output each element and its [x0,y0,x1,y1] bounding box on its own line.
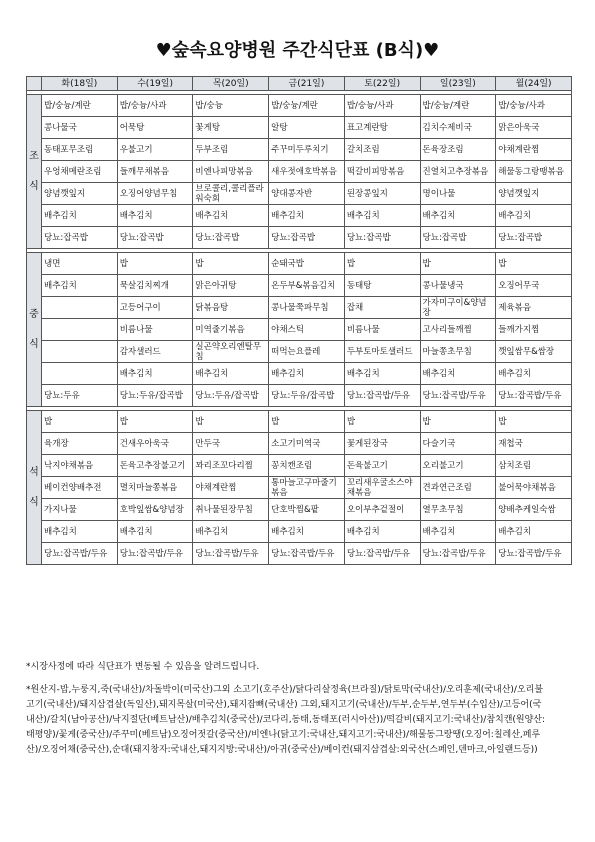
menu-cell: 양념깻잎지 [496,183,572,205]
meal-label [27,253,42,407]
menu-cell: 당뇨:두유 [42,385,118,407]
menu-cell: 야채스틱 [269,319,345,341]
menu-row [27,161,572,183]
menu-cell: 감자샐러드 [117,341,193,363]
menu-cell: 우엉채메란조림 [42,161,118,183]
menu-cell: 밥 [496,253,572,275]
day-header-row [27,77,572,91]
menu-cell: 당뇨:두유/잡곡밥 [193,385,269,407]
menu-cell: 육개장 [42,433,118,455]
menu-row [27,477,572,499]
menu-cell: 주꾸미두루치기 [269,139,345,161]
menu-cell: 배추김치 [42,275,118,297]
menu-row [27,297,572,319]
menu-cell: 진열치고추장볶음 [420,161,496,183]
meal-label-char: 식 [29,338,39,350]
menu-cell: 배추김치 [420,205,496,227]
menu-cell: 밥/숭늉/사과 [496,95,572,117]
menu-cell: 두부조림 [193,139,269,161]
menu-cell: 고사리들깨찜 [420,319,496,341]
menu-row [27,205,572,227]
menu-cell: 배추김치 [42,205,118,227]
day-header-sat: 토(22일) [344,77,420,91]
meal-label-char: 식 [29,180,39,192]
menu-cell [42,341,118,363]
menu-cell: 당뇨:잡곡밥/두유 [344,385,420,407]
menu-cell: 배추김치 [193,205,269,227]
menu-cell: 당뇨:두유/잡곡밥 [269,385,345,407]
menu-cell: 콩나물국 [42,117,118,139]
menu-cell: 밥/숭늉/계란 [42,95,118,117]
change-notice: *시장사정에 따라 식단표가 변동될 수 있음을 알려드립니다. [26,662,260,672]
menu-row [27,227,572,249]
menu-row [27,117,572,139]
menu-cell: 야채계란찜 [193,477,269,499]
menu-cell: 비엔나피망볶음 [193,161,269,183]
menu-cell: 명이나물 [420,183,496,205]
menu-cell: 잡채 [344,297,420,319]
menu-cell: 배추김치 [193,363,269,385]
menu-cell: 배추김치 [496,521,572,543]
menu-cell: 온두부&볶음김치 [269,275,345,297]
menu-cell: 두부토마토샐러드 [344,341,420,363]
menu-cell: 된장콩잎지 [344,183,420,205]
menu-cell: 배추김치 [344,205,420,227]
menu-cell: 밥 [269,411,345,433]
menu-cell: 배추김치 [269,205,345,227]
menu-cell: 김치수제비국 [420,117,496,139]
menu-cell: 꽁치캔조림 [269,455,345,477]
origin-notice: *원산지-밥,누룽지,죽(국내산)/차돌박이(미국산)그외 소고기(호주산)/닭다리살정육(브라질)/닭토막(국내산)/오리훈제(국내산)/오리불고기(국내산)/돼지삼겹살(독일산),돼지목살(미국산),돼지잡뼈(국내산) 그외,돼지고기(국내산)/두부,순두부,연두부(수입산)/고등어(국내산)/갈치(남아공산)/낙지절단(베트남산)/배추김치(중국산)/코다리,동태,동태포(러시아산))/떡갈비(돼지고기:국내산)/참치캔(원양산:태평양)/꽃게(중국산)/주꾸미(베트남)오징어젓갈(중국산)/비엔나(닭고기:국내산,돼지고기:국내산)/해물동그랑땡(오징어:칠레산,페루산)/오징어채(중국산),순대(돼지창자:국내산,돼지지방:국내산)/아귀(중국산)/베이컨(돼지삼겹살:외국산(스페인,덴마크,아일랜드등)) [26,685,546,755]
menu-cell: 양배추케일숙쌈 [496,499,572,521]
meal-label-char: 조 [29,150,39,162]
menu-cell: 깻잎쌈무&쌈장 [496,341,572,363]
menu-cell: 당뇨:잡곡밥 [117,227,193,249]
menu-cell: 멸치마늘쫑볶음 [117,477,193,499]
menu-cell: 소고기미역국 [269,433,345,455]
menu-cell: 돈육불고기 [344,455,420,477]
menu-row [27,139,572,161]
menu-row [27,521,572,543]
menu-cell: 돈육고추장불고기 [117,455,193,477]
menu-cell: 돈육장조림 [420,139,496,161]
menu-cell: 우불고기 [117,139,193,161]
menu-cell: 배추김치 [420,521,496,543]
meal-label [27,95,42,249]
menu-cell: 해물동그랑땡볶음 [496,161,572,183]
menu-cell: 밥 [344,411,420,433]
day-header-wed: 수(19일) [117,77,193,91]
menu-cell: 떡갈비피망볶음 [344,161,420,183]
menu-cell: 밥/숭늉 [193,95,269,117]
menu-row [27,543,572,565]
menu-cell: 양대콩자반 [269,183,345,205]
menu-cell: 당뇨:잡곡밥/두유 [420,385,496,407]
menu-row [27,95,572,117]
menu-cell: 배추김치 [193,521,269,543]
menu-cell: 단호박찜&팥 [269,499,345,521]
menu-cell: 밥 [496,411,572,433]
menu-row [27,319,572,341]
menu-cell [42,363,118,385]
menu-cell: 배추김치 [117,363,193,385]
menu-cell: 묵살김치찌개 [117,275,193,297]
menu-cell: 동태탕 [344,275,420,297]
menu-cell: 갈치조림 [344,139,420,161]
menu-cell: 배추김치 [496,363,572,385]
menu-cell: 베이컨양배추전 [42,477,118,499]
menu-cell: 당뇨:잡곡밥 [42,227,118,249]
menu-cell: 배추김치 [496,205,572,227]
menu-cell: 불어묵야채볶음 [496,477,572,499]
menu-cell: 당뇨:잡곡밥/두유 [193,543,269,565]
menu-cell: 배추김치 [42,521,118,543]
menu-cell: 닭볶음탕 [193,297,269,319]
weekly-menu-table [26,76,572,565]
day-header-sun: 일(23일) [420,77,496,91]
menu-cell: 꽈리조꼬다리찜 [193,455,269,477]
menu-cell: 당뇨:잡곡밥 [269,227,345,249]
menu-cell: 밥 [344,253,420,275]
menu-cell: 당뇨:잡곡밥 [496,227,572,249]
corner-cell [27,77,42,91]
menu-cell: 가지나물 [42,499,118,521]
menu-cell: 배추김치 [117,521,193,543]
menu-cell: 밥 [193,253,269,275]
day-header-mon: 월(24일) [496,77,572,91]
menu-cell: 오이부추겉절이 [344,499,420,521]
menu-cell: 삼치조림 [496,455,572,477]
menu-cell: 밥/숭늉/사과 [344,95,420,117]
menu-cell: 호박잎쌈&양념장 [117,499,193,521]
meal-label [27,411,42,565]
menu-cell: 배추김치 [269,521,345,543]
menu-cell: 만두국 [193,433,269,455]
menu-cell: 재첩국 [496,433,572,455]
menu-row [27,253,572,275]
meal-label-char: 식 [29,496,39,508]
menu-cell: 오징어무국 [496,275,572,297]
menu-cell: 동태포무조림 [42,139,118,161]
menu-cell: 고등어구이 [117,297,193,319]
menu-cell: 배추김치 [344,521,420,543]
menu-cell: 가자미구이&양념장 [420,297,496,319]
menu-cell: 양념깻잎지 [42,183,118,205]
menu-cell: 야채계란찜 [496,139,572,161]
menu-row [27,411,572,433]
menu-row [27,385,572,407]
menu-cell: 당뇨:잡곡밥/두유 [42,543,118,565]
menu-cell: 비름나물 [344,319,420,341]
day-header-fri: 금(21일) [269,77,345,91]
menu-cell: 콩나물쭉파무침 [269,297,345,319]
menu-cell: 꼬리새우굴소스야채볶음 [344,477,420,499]
menu-cell: 취나물된장무침 [193,499,269,521]
menu-cell: 밥 [193,411,269,433]
menu-cell: 밥 [117,411,193,433]
menu-cell: 당뇨:잡곡밥/두유 [496,543,572,565]
menu-cell: 당뇨:잡곡밥/두유 [496,385,572,407]
menu-row [27,341,572,363]
menu-cell: 열무초무침 [420,499,496,521]
menu-cell: 표고계란탕 [344,117,420,139]
menu-cell: 밥 [420,253,496,275]
menu-cell: 실곤약오리엔탈무침 [193,341,269,363]
menu-cell: 당뇨:잡곡밥/두유 [420,543,496,565]
menu-cell: 맑은아귀탕 [193,275,269,297]
menu-cell: 오징어양념무침 [117,183,193,205]
menu-cell: 밥 [117,253,193,275]
menu-cell: 배추김치 [117,205,193,227]
menu-cell: 배추김치 [344,363,420,385]
menu-cell: 꽃게된장국 [344,433,420,455]
menu-cell: 냉면 [42,253,118,275]
menu-cell: 당뇨:잡곡밥/두유 [117,543,193,565]
menu-cell: 배추김치 [269,363,345,385]
menu-cell: 브로콜리,콜리플라워숙회 [193,183,269,205]
menu-cell: 알탕 [269,117,345,139]
menu-cell: 제육볶음 [496,297,572,319]
menu-cell: 새우젓애호박볶음 [269,161,345,183]
menu-cell: 당뇨:잡곡밥/두유 [269,543,345,565]
menu-cell: 마늘쫑초무침 [420,341,496,363]
menu-row [27,275,572,297]
menu-cell [42,297,118,319]
menu-row [27,433,572,455]
menu-cell: 당뇨:잡곡밥 [193,227,269,249]
menu-cell: 건새우아욱국 [117,433,193,455]
page-title: ♥숲속요양병원 주간식단표 (B식)♥ [155,40,440,61]
menu-row [27,499,572,521]
day-header-tue: 화(18일) [42,77,118,91]
menu-row [27,363,572,385]
meal-label-char: 중 [29,308,39,320]
menu-cell: 당뇨:잡곡밥/두유 [344,543,420,565]
menu-cell: 떠먹는요플레 [269,341,345,363]
menu-cell: 미역줄기볶음 [193,319,269,341]
menu-cell: 비름나물 [117,319,193,341]
menu-cell: 밥/숭늉/계란 [420,95,496,117]
menu-cell: 콩나물냉국 [420,275,496,297]
menu-cell: 오리불고기 [420,455,496,477]
menu-cell: 밥 [420,411,496,433]
menu-cell: 배추김치 [420,363,496,385]
menu-cell: 순돼국밥 [269,253,345,275]
menu-cell: 밥/숭늉/계란 [269,95,345,117]
menu-cell [42,319,118,341]
meal-label-char: 석 [29,466,39,478]
menu-cell: 다슬기국 [420,433,496,455]
menu-cell: 견과연근조림 [420,477,496,499]
menu-row [27,183,572,205]
menu-cell: 당뇨:잡곡밥 [344,227,420,249]
menu-cell: 꽃게탕 [193,117,269,139]
menu-cell: 통마늘고구마줄기볶음 [269,477,345,499]
menu-cell: 당뇨:잡곡밥 [420,227,496,249]
menu-cell: 들깨가지찜 [496,319,572,341]
menu-row [27,455,572,477]
menu-cell: 맑은아욱국 [496,117,572,139]
menu-cell: 어묵탕 [117,117,193,139]
menu-cell: 들깨무채볶음 [117,161,193,183]
menu-cell: 낙지야채볶음 [42,455,118,477]
menu-cell: 밥 [42,411,118,433]
day-header-thu: 목(20일) [193,77,269,91]
menu-cell: 당뇨:두유/잡곡밥 [117,385,193,407]
menu-cell: 밥/숭늉/사과 [117,95,193,117]
